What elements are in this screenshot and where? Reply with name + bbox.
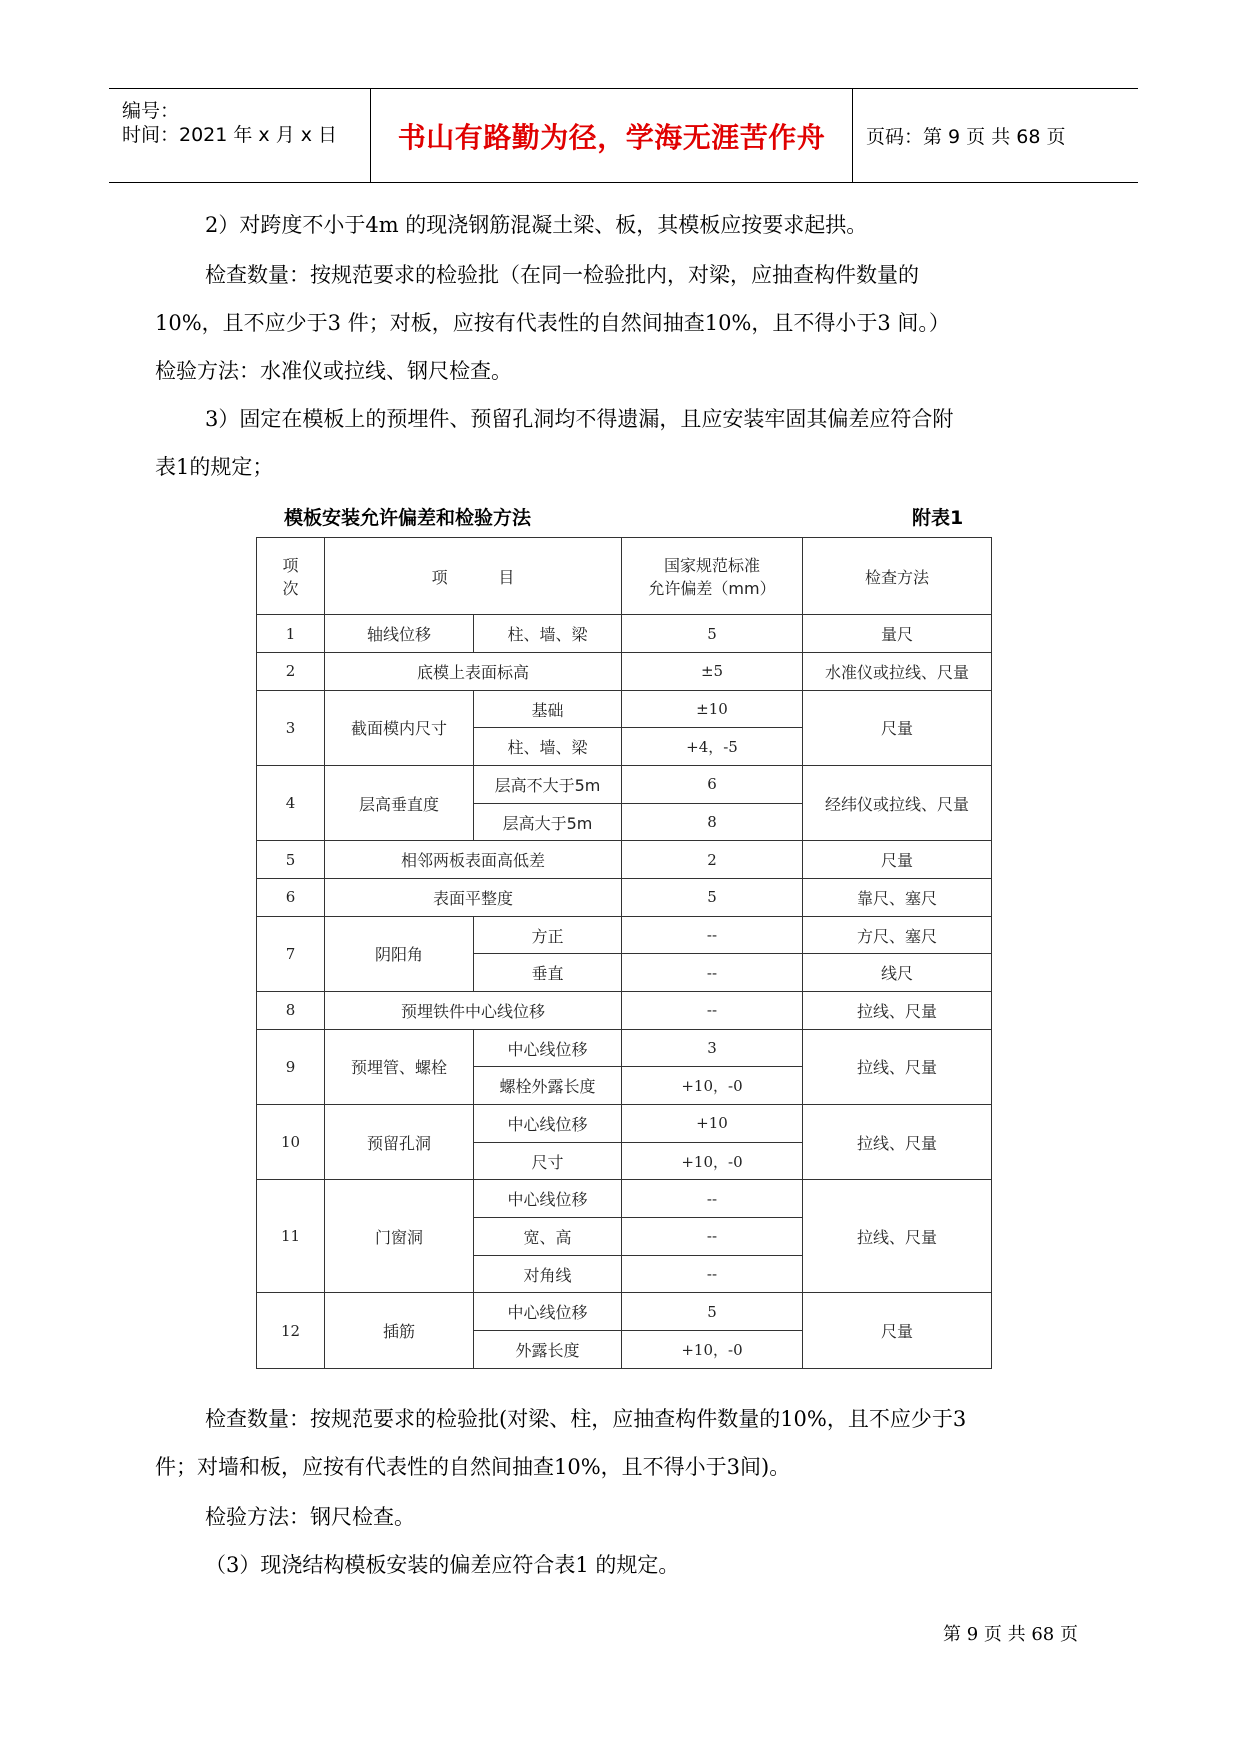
paragraph-quantity-1a: 检查数量：按规范要求的检验批（在同一检验批内，对梁，应抽查构件数量的 <box>205 263 919 287</box>
table-row <box>257 841 992 879</box>
table-row <box>257 615 992 653</box>
row-item: 预留孔洞 <box>325 1105 474 1180</box>
row-tolerance: ±10 <box>622 690 803 728</box>
header-motto: 书山有路勤为径，学海无涯苦作舟 <box>397 120 826 154</box>
row-item: 预埋管、螺栓 <box>325 1029 474 1104</box>
row-item: 截面模内尺寸 <box>325 690 474 765</box>
row-subitem: 基础 <box>474 690 622 728</box>
row-subitem: 层高不大于5m <box>474 766 622 804</box>
row-tolerance: +10，-0 <box>622 1331 803 1369</box>
row-subitem: 尺寸 <box>474 1142 622 1180</box>
paragraph-method-2: 检验方法：钢尺检查。 <box>205 1505 415 1529</box>
row-index: 5 <box>257 841 325 879</box>
row-tolerance: 2 <box>622 841 803 879</box>
row-method: 拉线、尺量 <box>803 1029 992 1104</box>
row-item: 层高垂直度 <box>325 766 474 841</box>
header-method: 检查方法 <box>803 538 992 615</box>
row-subitem: 外露长度 <box>474 1331 622 1369</box>
table-row <box>257 1029 992 1067</box>
row-subitem: 螺栓外露长度 <box>474 1067 622 1105</box>
row-item: 表面平整度 <box>325 879 622 917</box>
table-row <box>257 1180 992 1218</box>
row-tolerance: -- <box>622 1218 803 1256</box>
row-index: 6 <box>257 879 325 917</box>
tolerance-table <box>256 537 992 1369</box>
table-row <box>257 1105 992 1143</box>
table-caption-ref: 附表1 <box>912 507 964 529</box>
row-method: 拉线、尺量 <box>803 992 992 1030</box>
row-subitem: 中心线位移 <box>474 1180 622 1218</box>
header-index: 项 次 <box>257 538 325 615</box>
header-item: 项 目 <box>325 538 622 615</box>
row-method: 尺量 <box>803 1293 992 1369</box>
row-index: 10 <box>257 1105 325 1180</box>
page-header <box>109 88 1138 183</box>
row-tolerance: -- <box>622 916 803 954</box>
row-item: 阴阳角 <box>325 916 474 991</box>
paragraph-method-1: 检验方法：水准仪或拉线、钢尺检查。 <box>155 359 512 383</box>
row-item: 相邻两板表面高低差 <box>325 841 622 879</box>
row-subitem: 方正 <box>474 916 622 954</box>
row-tolerance: 5 <box>622 615 803 653</box>
row-tolerance: +10，-0 <box>622 1067 803 1105</box>
row-subitem: 中心线位移 <box>474 1029 622 1067</box>
row-tolerance: 6 <box>622 766 803 804</box>
table-row <box>257 653 992 691</box>
row-item: 门窗洞 <box>325 1180 474 1293</box>
header-page-number: 页码：第 9 页 共 68 页 <box>866 126 1066 148</box>
row-index: 3 <box>257 690 325 765</box>
document-number-label: 编号： <box>122 100 180 122</box>
row-index: 11 <box>257 1180 325 1293</box>
row-subitem: 柱、墙、梁 <box>474 615 622 653</box>
row-tolerance: 5 <box>622 1293 803 1331</box>
row-subitem: 柱、墙、梁 <box>474 728 622 766</box>
row-method: 尺量 <box>803 690 992 765</box>
header-tolerance: 国家规范标准 允许偏差（mm） <box>622 538 803 615</box>
row-index: 12 <box>257 1293 325 1369</box>
header-page-cell <box>853 89 1138 182</box>
row-subitem: 垂直 <box>474 954 622 992</box>
row-method: 水准仪或拉线、尺量 <box>803 653 992 691</box>
paragraph-embedded-parts-b: 表1的规定； <box>155 455 274 479</box>
row-method: 方尺、塞尺 <box>803 916 992 954</box>
row-tolerance: +10，-0 <box>622 1142 803 1180</box>
row-method: 线尺 <box>803 954 992 992</box>
row-subitem: 对角线 <box>474 1255 622 1293</box>
header-motto-cell <box>370 89 853 182</box>
row-tolerance: 8 <box>622 803 803 841</box>
page-footer: 第 9 页 共 68 页 <box>943 1624 1078 1645</box>
row-index: 7 <box>257 916 325 991</box>
row-subitem: 中心线位移 <box>474 1293 622 1331</box>
paragraph-quantity-1b: 10%，且不应少于3 件；对板，应按有代表性的自然间抽查10%，且不得小于3 间。） <box>155 311 950 335</box>
row-method: 拉线、尺量 <box>803 1105 992 1180</box>
row-item: 插筋 <box>325 1293 474 1369</box>
table-row <box>257 879 992 917</box>
row-method: 拉线、尺量 <box>803 1180 992 1293</box>
paragraph-embedded-parts-a: 3）固定在模板上的预埋件、预留孔洞均不得遗漏，且应安装牢固其偏差应符合附 <box>205 407 954 431</box>
table-row <box>257 916 992 954</box>
row-tolerance: 5 <box>622 879 803 917</box>
paragraph-cast-deviation: （3）现浇结构模板安装的偏差应符合表1 的规定。 <box>205 1553 680 1577</box>
row-index: 8 <box>257 992 325 1030</box>
tolerance-table-wrapper <box>256 537 991 1369</box>
row-item: 轴线位移 <box>325 615 474 653</box>
table-row <box>257 690 992 728</box>
row-tolerance: +10 <box>622 1105 803 1143</box>
row-subitem: 层高大于5m <box>474 803 622 841</box>
row-item: 预埋铁件中心线位移 <box>325 992 622 1030</box>
row-subitem: 宽、高 <box>474 1218 622 1256</box>
paragraph-quantity-2a: 检查数量：按规范要求的检验批(对梁、柱，应抽查构件数量的10%，且不应少于3 <box>205 1407 967 1431</box>
table-row <box>257 992 992 1030</box>
row-index: 1 <box>257 615 325 653</box>
paragraph-quantity-2b: 件；对墙和板，应按有代表性的自然间抽查10%，且不得小于3间)。 <box>155 1455 791 1479</box>
row-index: 4 <box>257 766 325 841</box>
row-tolerance: -- <box>622 1255 803 1293</box>
row-method: 经纬仪或拉线、尺量 <box>803 766 992 841</box>
row-index: 2 <box>257 653 325 691</box>
row-item: 底模上表面标高 <box>325 653 622 691</box>
row-index: 9 <box>257 1029 325 1104</box>
row-tolerance: -- <box>622 954 803 992</box>
document-date-label: 时间：2021 年 x 月 x 日 <box>122 124 338 146</box>
row-tolerance: ±5 <box>622 653 803 691</box>
paragraph-arching: 2）对跨度不小于4m 的现浇钢筋混凝土梁、板，其模板应按要求起拱。 <box>205 213 868 237</box>
row-tolerance: -- <box>622 1180 803 1218</box>
header-meta <box>109 89 369 182</box>
row-method: 靠尺、塞尺 <box>803 879 992 917</box>
row-method: 尺量 <box>803 841 992 879</box>
row-tolerance: -- <box>622 992 803 1030</box>
table-row <box>257 766 992 804</box>
row-subitem: 中心线位移 <box>474 1105 622 1143</box>
row-tolerance: 3 <box>622 1029 803 1067</box>
row-tolerance: +4，-5 <box>622 728 803 766</box>
table-row <box>257 1293 992 1331</box>
table-header-row <box>257 538 992 615</box>
table-caption: 模板安装允许偏差和检验方法 <box>284 507 532 529</box>
row-method: 量尺 <box>803 615 992 653</box>
